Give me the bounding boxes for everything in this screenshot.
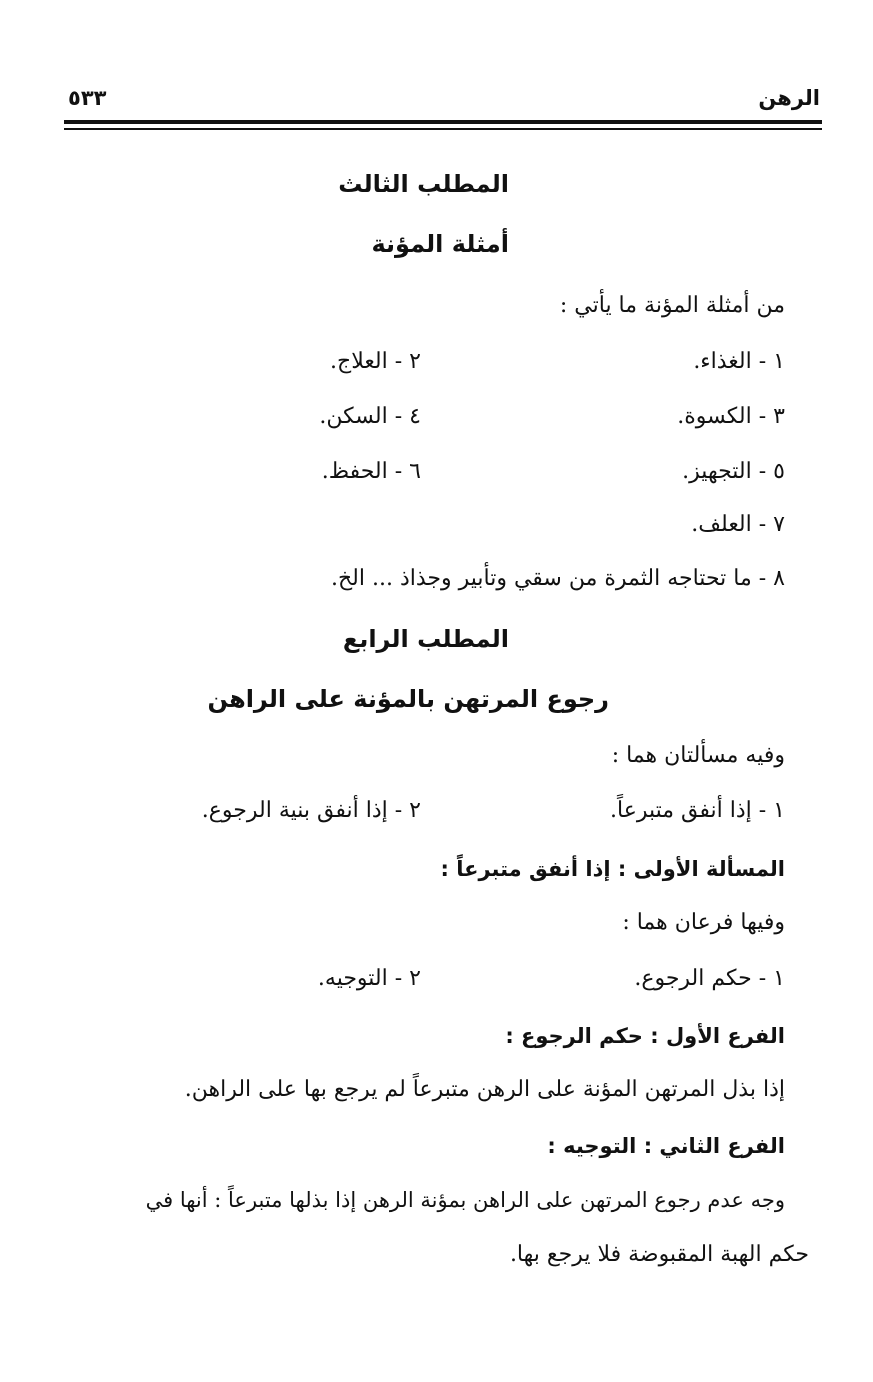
example-item-1: ١ - الغذاء. bbox=[693, 349, 785, 374]
branch1-text: إذا بذل المرتهن المؤنة على الرهن متبرعاً لم يرجع بها على الراهن. bbox=[184, 1077, 785, 1102]
example-item-3: ٣ - الكسوة. bbox=[677, 404, 785, 429]
example-item-8: ٨ - ما تحتاجه الثمرة من سقي وتأبير وجذاذ ... الخ. bbox=[330, 566, 785, 591]
branch1-heading: الفرع الأول : حكم الرجوع : bbox=[505, 1024, 785, 1048]
section4-heading: المطلب الرابع bbox=[342, 625, 509, 653]
page-number: ٥٣٣ bbox=[68, 86, 107, 110]
section3-heading: المطلب الثالث bbox=[338, 170, 509, 198]
header-rule-thin bbox=[64, 128, 822, 130]
example-item-2: ٢ - العلاج. bbox=[330, 349, 421, 374]
issue1-heading: المسألة الأولى : إذا أنفق متبرعاً : bbox=[440, 857, 785, 881]
header-rule-thick bbox=[64, 120, 822, 124]
running-title: الرهن bbox=[758, 86, 820, 110]
branch-item-2: ٢ - التوجيه. bbox=[317, 966, 421, 991]
branches-intro: وفيها فرعان هما : bbox=[622, 910, 785, 935]
branch-item-1: ١ - حكم الرجوع. bbox=[634, 966, 785, 991]
branch2-text-line2: حكم الهبة المقبوضة فلا يرجع بها. bbox=[509, 1242, 809, 1267]
issue-item-2: ٢ - إذا أنفق بنية الرجوع. bbox=[201, 798, 421, 823]
branch2-text-line1: وجه عدم رجوع المرتهن على الراهن بمؤنة الرهن إذا بذلها متبرعاً : أنها في bbox=[145, 1188, 785, 1212]
example-item-4: ٤ - السكن. bbox=[319, 404, 421, 429]
example-item-7: ٧ - العلف. bbox=[691, 512, 785, 537]
section3-subheading: أمثلة المؤنة bbox=[371, 230, 509, 258]
example-item-6: ٦ - الحفظ. bbox=[321, 459, 421, 484]
example-item-5: ٥ - التجهيز. bbox=[682, 459, 785, 484]
branch2-heading: الفرع الثاني : التوجيه : bbox=[547, 1134, 785, 1158]
section4-intro: وفيه مسألتان هما : bbox=[611, 743, 785, 768]
issue-item-1: ١ - إذا أنفق متبرعاً. bbox=[610, 798, 785, 823]
section3-intro: من أمثلة المؤنة ما يأتي : bbox=[559, 293, 785, 318]
page-header bbox=[64, 86, 822, 116]
section4-subheading: رجوع المرتهن بالمؤنة على الراهن bbox=[207, 685, 609, 713]
